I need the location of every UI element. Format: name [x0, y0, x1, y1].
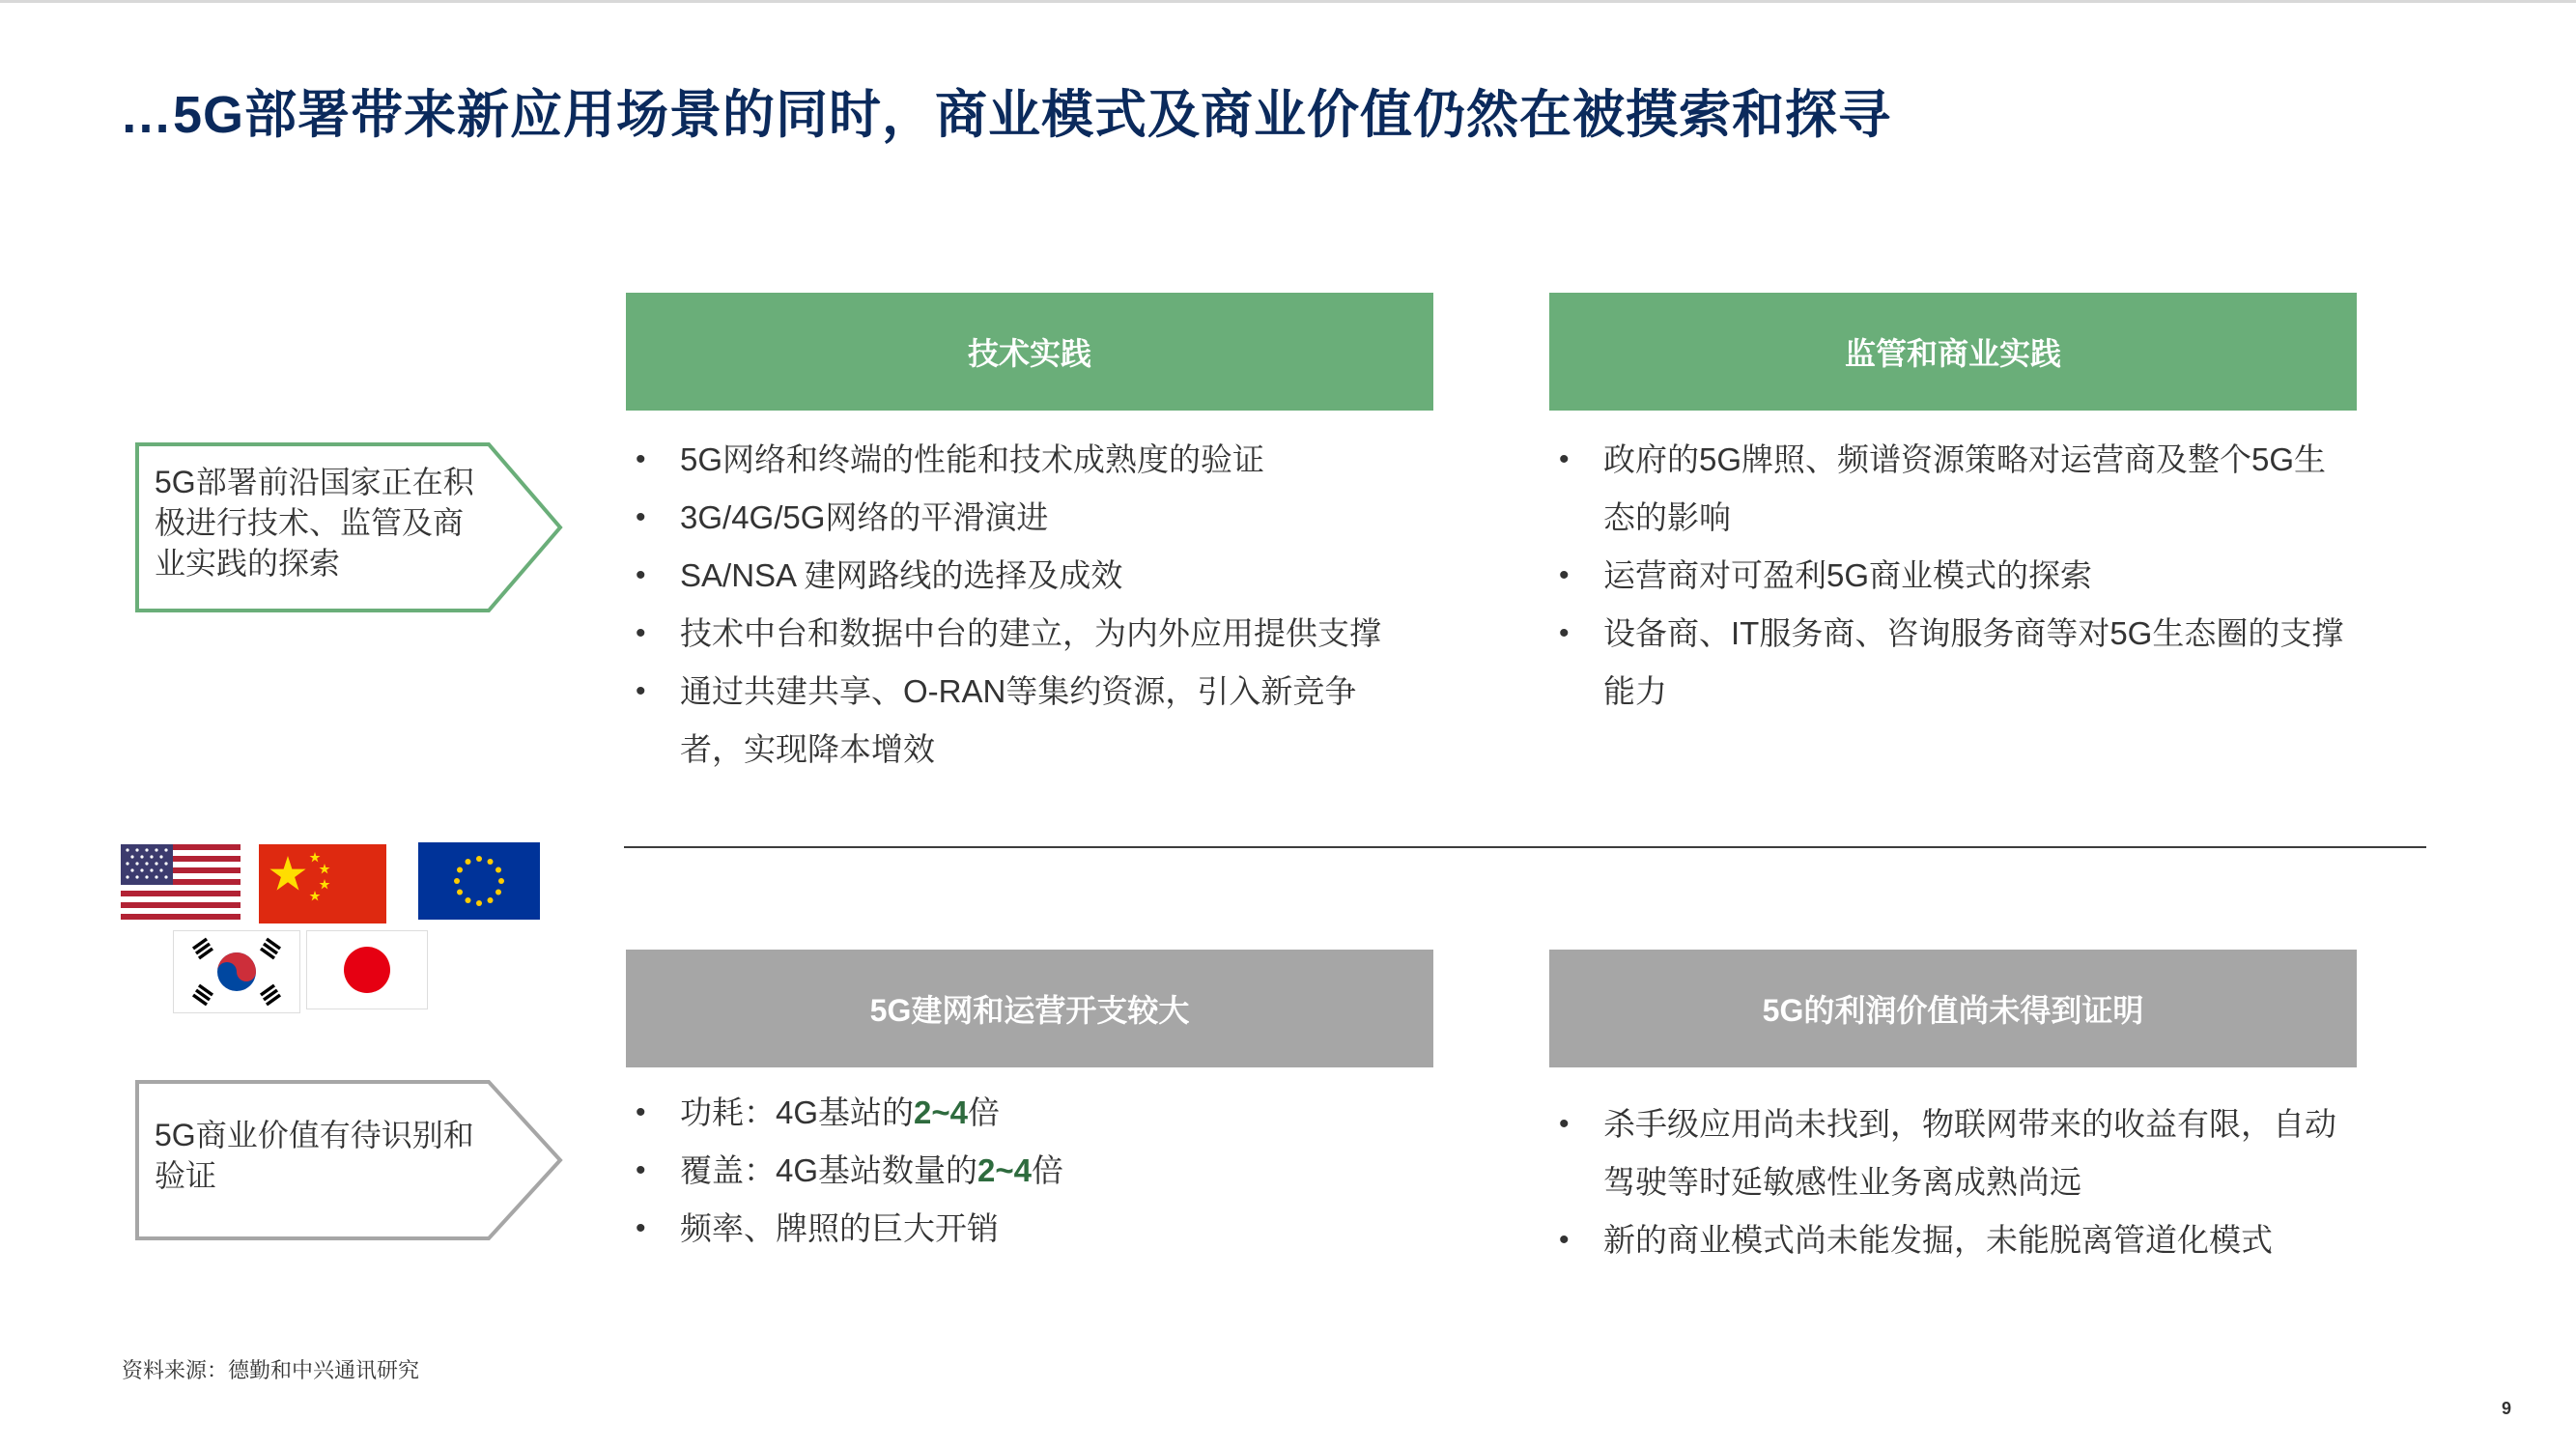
list-item: • 运营商对可盈利5G商业模式的探索	[1549, 547, 2361, 605]
page-title: …5G部署带来新应用场景的同时，商业模式及商业价值仍然在被摸索和探寻	[120, 86, 1892, 144]
chevron-bottom-text	[155, 1115, 502, 1196]
capex-item1-prefix: 功耗：4G基站的	[680, 1094, 915, 1130]
profit-header	[1549, 950, 2357, 1067]
list-item: • 政府的5G牌照、频谱资源策略对运营商及整个5G生态的影响	[1549, 431, 2347, 547]
capex-item1-highlight: 2~4	[914, 1094, 969, 1130]
chevron-top-text	[155, 462, 502, 583]
tech-practice-header	[626, 293, 1433, 411]
list-item: • 3G/4G/5G网络的平滑演进	[626, 489, 1428, 547]
list-item: • 通过共建共享、O-RAN等集约资源，引入新竞争者，实现降本增效	[626, 663, 1385, 779]
chevron-top-callout	[135, 442, 566, 612]
capex-list	[626, 1084, 1428, 1258]
page-number: 9	[2502, 1399, 2512, 1418]
section-divider	[624, 846, 2426, 848]
regulatory-practice-header-label: 监管和商业实践	[1844, 336, 2061, 371]
capex-item1-suffix: 倍	[968, 1094, 1001, 1130]
capex-item2-highlight: 2~4	[977, 1152, 1033, 1188]
list-item: • 新的商业模式尚未能发掘，未能脱离管道化模式	[1549, 1211, 2361, 1269]
regulatory-practice-header	[1549, 293, 2357, 411]
list-item: • 频率、牌照的巨大开销	[626, 1200, 1428, 1258]
chevron-top-line-3: 业实践的探索	[155, 546, 341, 581]
profit-header-label: 5G的利润价值尚未得到证明	[1762, 993, 2144, 1028]
chevron-bottom-line-1: 5G商业价值有待识别和	[155, 1118, 474, 1152]
list-item	[626, 1142, 1428, 1200]
eu-flag	[418, 842, 540, 920]
list-item	[626, 1084, 1428, 1142]
regulatory-practice-list	[1549, 431, 2361, 721]
profit-list	[1549, 1095, 2361, 1269]
tech-practice-header-label: 技术实践	[967, 336, 1091, 371]
list-item: • 技术中台和数据中台的建立，为内外应用提供支撑	[626, 605, 1428, 663]
korea-flag	[174, 931, 299, 1012]
capex-header	[626, 950, 1433, 1067]
list-item: • 5G网络和终端的性能和技术成熟度的验证	[626, 431, 1428, 489]
chevron-bottom-callout	[135, 1080, 566, 1240]
capex-item2-suffix: 倍	[1032, 1152, 1064, 1188]
chevron-bottom-line-2: 验证	[155, 1158, 217, 1193]
list-item: • SA/NSA 建网路线的选择及成效	[626, 547, 1428, 605]
china-flag	[259, 844, 386, 923]
chevron-top-line-2: 极进行技术、监管及商	[155, 505, 465, 540]
us-flag	[121, 844, 241, 920]
capex-header-label: 5G建网和运营开支较大	[869, 993, 1190, 1028]
list-item: • 杀手级应用尚未找到，物联网带来的收益有限，自动驾驶等时延敏感性业务离成熟尚远	[1549, 1095, 2357, 1211]
capex-item2-prefix: 覆盖：4G基站数量的	[680, 1152, 978, 1188]
list-item: • 设备商、IT服务商、咨询服务商等对5G生态圈的支撑能力	[1549, 605, 2357, 721]
top-border	[0, 0, 2576, 3]
japan-flag	[307, 931, 427, 1009]
chevron-top-line-1: 5G部署前沿国家正在积	[155, 465, 474, 499]
source-note: 资料来源：德勤和中兴通讯研究	[122, 1358, 420, 1382]
tech-practice-list	[626, 431, 1428, 779]
